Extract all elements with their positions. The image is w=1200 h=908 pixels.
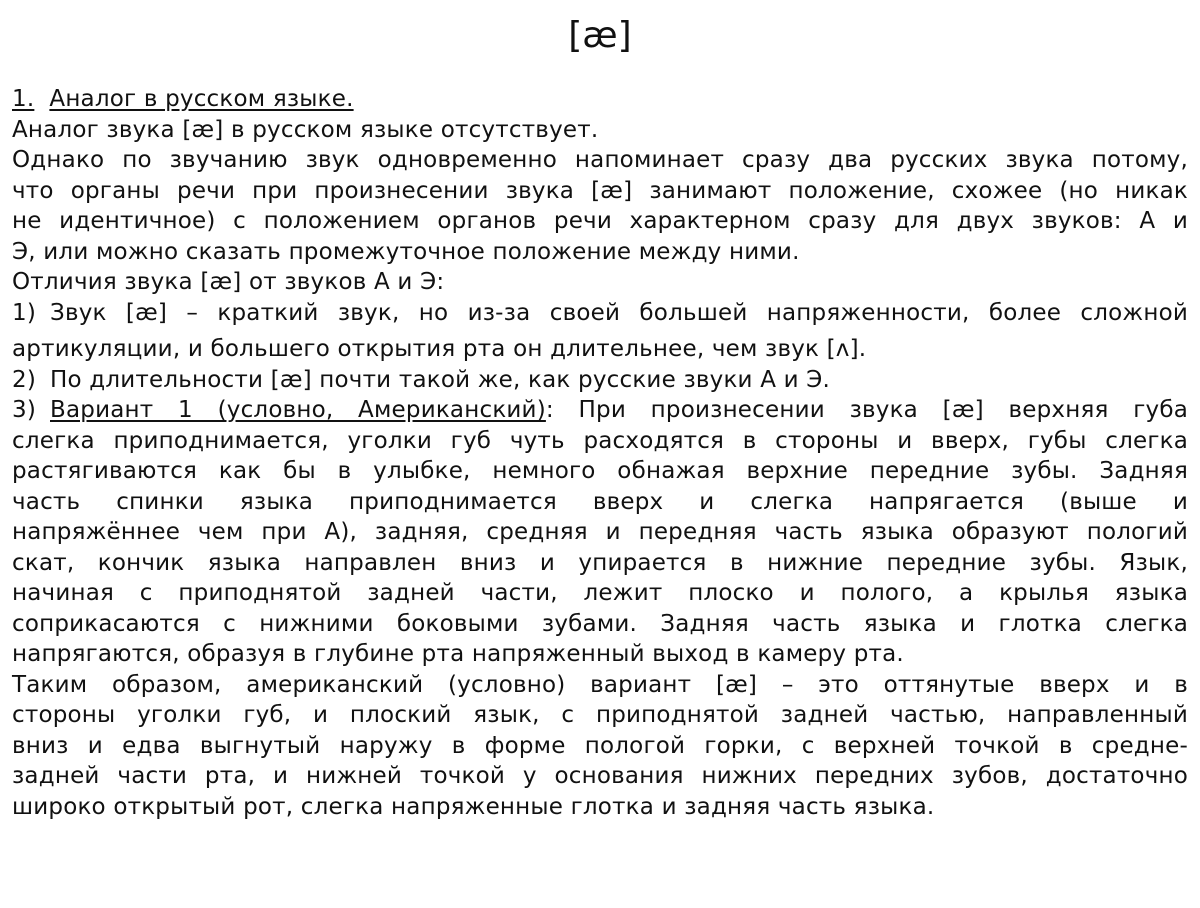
page-title: [æ]	[568, 15, 632, 56]
paragraph-2-line: что органы речи при произнесении звука [æ] занимают положение, схожее (но никак	[12, 177, 1188, 204]
document-body	[12, 84, 1188, 822]
section-title: Аналог в русском языке.	[49, 86, 354, 112]
list-item-1-line2: артикуляции, и большего открытия рта он длительнее, чем звук [ʌ].	[12, 336, 867, 362]
list-item-3-line: напряжённее чем при А), задняя, средняя и передняя часть языка образуют пологий	[12, 519, 1188, 545]
list-item-2-text: По длительности [æ] почти такой же, как русские звуки А и Э.	[50, 366, 831, 393]
list-item-2	[12, 365, 1188, 396]
list-item-3-intro: : При произнесении звука [æ] верхняя губа	[545, 397, 1189, 423]
summary-last: широко открытый рот, слегка напряженные глотка и задняя часть языка.	[12, 793, 935, 820]
summary-line: Таким образом, американский (условно) вариант [æ] – это оттянутые вверх и в	[12, 671, 1188, 698]
section-heading	[12, 84, 1188, 115]
list-item-3-line1	[12, 395, 1188, 426]
list-item-3-line: скат, кончик языка направлен вниз и упирается в нижние передние зубы. Язык,	[12, 549, 1188, 576]
summary-line: стороны уголки губ, и плоский язык, с приподнятой задней частью, направленный	[12, 702, 1188, 728]
document-page	[12, 0, 1188, 822]
paragraph-3: Отличия звука [æ] от звуков А и Э:	[12, 269, 445, 295]
variant-label: Вариант 1 (условно, Американский)	[50, 397, 546, 423]
list-item-3-last: напрягаются, образуя в глубине рта напряженный выход в камеру рта.	[12, 641, 904, 667]
list-item-1-line1	[12, 298, 1188, 329]
section-number: 1.	[12, 86, 35, 112]
list-item-3-line: начиная с приподнятой задней части, лежит плоско и полого, а крылья языка	[12, 580, 1188, 606]
paragraph-2-line: не идентичное) с положением органов речи характерном сразу для двух звуков: А и	[12, 208, 1188, 234]
summary-line: задней части рта, и нижней точкой у основания нижних передних зубов, достаточно	[12, 763, 1188, 789]
list-item-3-number: 3)	[12, 397, 37, 423]
summary-line: вниз и едва выгнутый наружу в форме пологой горки, с верхней точкой в средне-	[12, 732, 1188, 759]
paragraph-1: Аналог звука [æ] в русском языке отсутствует.	[12, 116, 599, 143]
paragraph-2-last: Э, или можно сказать промежуточное положение между ними.	[12, 238, 800, 265]
list-item-3-line: часть спинки языка приподнимается вверх и слегка напрягается (выше и	[12, 488, 1188, 515]
list-item-1-text: Звук [æ] – краткий звук, но из-за своей большей напряженности, более сложной	[50, 299, 1188, 326]
list-item-3-line: соприкасаются с нижними боковыми зубами. Задняя часть языка и глотка слегка	[12, 610, 1188, 637]
paragraph-2-line: Однако по звучанию звук одновременно напоминает сразу два русских звука потому,	[12, 147, 1188, 173]
list-item-3-line: слегка приподнимается, уголки губ чуть расходятся в стороны и вверх, губы слегка	[12, 427, 1188, 454]
list-item-2-number: 2)	[12, 366, 37, 393]
list-item-1-number: 1)	[12, 299, 37, 326]
list-item-3-line: растягиваются как бы в улыбке, немного обнажая верхние передние зубы. Задняя	[12, 458, 1188, 484]
